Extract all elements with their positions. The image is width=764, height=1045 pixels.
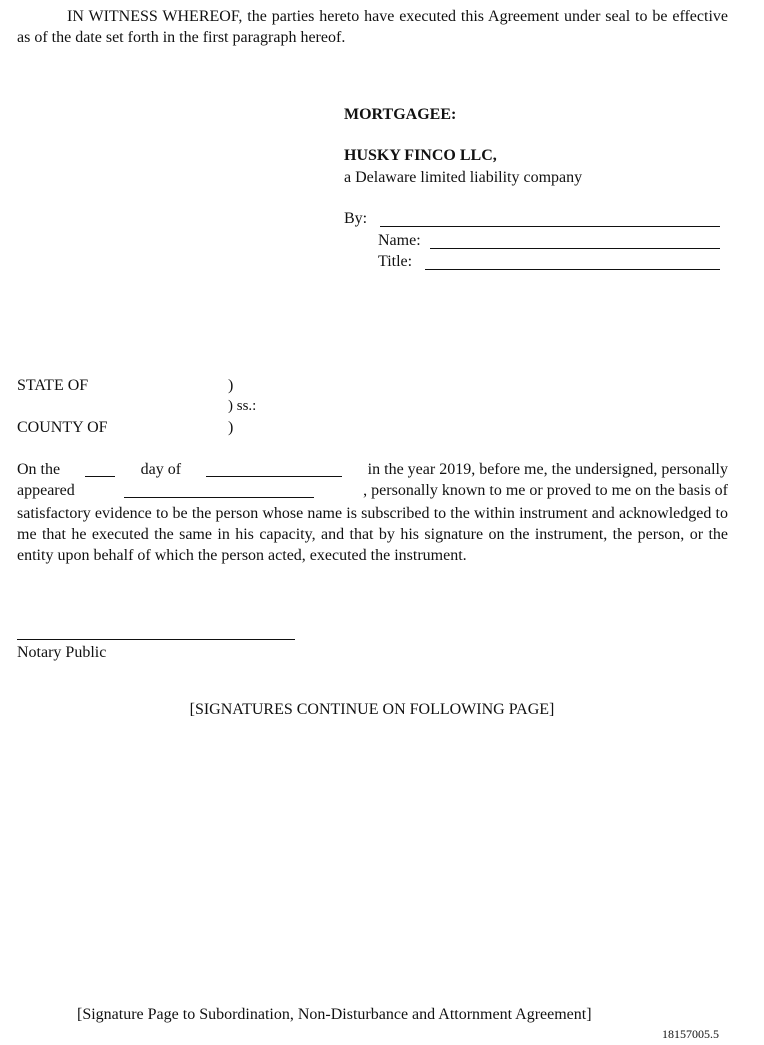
witness-paragraph	[17, 6, 728, 48]
ack-rest: satisfactory evidence to be the person whose name is subscribed to the within instrument and acknowledged to me that he executed the same in his capacity, and that by his signature on the instrument, the person, or the entity upon behalf of which the person acted, executed the instrument.	[17, 505, 728, 564]
role-heading: MORTGAGEE:	[344, 106, 457, 123]
continue-notice: [SIGNATURES CONTINUE ON FOLLOWING PAGE]	[189, 701, 555, 718]
month-blank	[206, 475, 342, 477]
day-blank	[85, 475, 115, 477]
notary-public-label: Notary Public	[17, 644, 107, 661]
appeared-blank	[124, 496, 314, 498]
ack-paragraph-rest	[17, 503, 728, 566]
doc-number: 18157005.5	[662, 1027, 719, 1041]
name-label: Name:	[378, 232, 421, 249]
paren-ss: ) ss.:	[228, 398, 257, 414]
footer-caption: [Signature Page to Subordination, Non-Disturbance and Attornment Agreement]	[77, 1006, 592, 1023]
ack-line-1	[17, 461, 728, 479]
name-line	[430, 248, 720, 249]
paren-bottom: )	[228, 419, 234, 436]
ack-appeared: appeared	[17, 482, 75, 499]
ack-on-the: On the	[17, 461, 61, 478]
ack-line-2	[17, 482, 728, 500]
by-label: By:	[344, 210, 368, 227]
ack-known-text: , personally known to me or proved to me on the basis of	[363, 482, 728, 499]
title-label: Title:	[378, 253, 413, 270]
ack-year-text: in the year 2019, before me, the undersigned, personally	[367, 461, 728, 478]
paren-top: )	[228, 377, 234, 394]
by-signature-line	[380, 226, 720, 227]
ack-day-of: day of	[140, 461, 182, 478]
witness-text: IN WITNESS WHEREOF, the parties hereto have executed this Agreement under seal to be effective as of the date set forth in the first paragraph hereof.	[17, 8, 728, 46]
title-line	[425, 269, 720, 270]
notary-signature-line	[17, 639, 295, 640]
entity-description: a Delaware limited liability company	[344, 169, 583, 186]
state-label: STATE OF	[17, 377, 89, 394]
entity-name: HUSKY FINCO LLC,	[344, 147, 497, 164]
county-label: COUNTY OF	[17, 419, 108, 436]
